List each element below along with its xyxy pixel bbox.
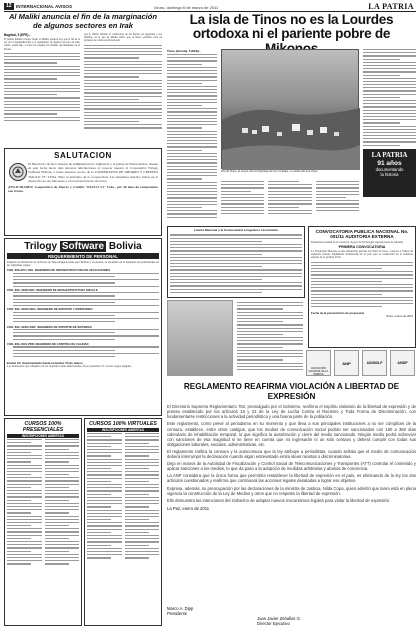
convocatoria-fecha-label: Fecha de la presentación de propuestas (311, 310, 365, 315)
sponsor-logo-andp: ANDP (390, 350, 415, 376)
small-ads-middle (167, 300, 305, 378)
cursos-presenciales-subtitle: INSCRIPCIONES ABIERTAS (7, 434, 79, 438)
trilogy-section-title: COD. ING. SERV-SEG: INGENIERO DE SOPORTE Y MONITOREO (7, 307, 93, 312)
small-ad-lottery (167, 226, 305, 298)
reglamento-paragraph: La ANP considera que la única forma que permitiría restablecer la libertad de expresión en el país, es eliminando de la ley los dos artículos cuestionados y reafirma que continuará las acciones legales desatadas a lograr ese objetivo. (167, 473, 416, 484)
salutacion-title: SALUTACION (54, 151, 112, 160)
convocatoria-fecha: Oruro, marzo de 2011 (385, 314, 413, 319)
trilogy-intro: Empresa de Desarrollo de Software de Telecomunicaciones para Bolivia y el exterior, se encuentra en la búsqueda de profesionales en los siguientes cargos: (7, 261, 159, 268)
tinos-photo (221, 49, 359, 169)
salutacion-closing: ¡FELICIDADES! Cooperativa de Ahorro y Crédito "PAULO VI" Ltda., por 48 años de compromiso con Oruro. (8, 185, 158, 194)
promo-line3: la historia (380, 172, 399, 177)
page-dateline: Oruro, domingo 6 de marzo de 2011 (154, 4, 219, 10)
salutacion-ad (4, 148, 162, 236)
reglamento-paragraph: Deja en manos de la Autoridad de Fiscalización y Control Social de Telecomunicaciones y Transportes (ATT) controlar el contenido y aplicar sanciones a los medios, lo que da paso a la adopción de medidas arbitrarias y abusos de conciencia. (167, 461, 416, 472)
advert-photo (167, 300, 233, 376)
sponsor-logo-prensa: ANP (334, 350, 359, 376)
convocatoria-body: La Fundación Morales es una institución privada sin fines de lucro, convoca a firmas de auditoría externa legalmente establecidas en el país para la realización de la auditoría externa de la gestión 2010. (311, 250, 413, 260)
signer-2 (257, 616, 301, 626)
right-article-headline: La isla de Tinos no es la Lourdes ortodoxa ni el pariente pobre de (189, 12, 394, 42)
right-article (167, 13, 416, 223)
trilogy-brand-right: Bolivia (108, 241, 142, 252)
trilogy-brand-box: Software (61, 241, 105, 252)
reglamento-paragraph: Ello demuestra las intenciones del Gobierno de adoptar nuevos mecanismos legales para violar la libertad de expresión. (167, 497, 391, 503)
trilogy-brand-left: Trilogy (24, 241, 58, 252)
trilogy-brand (7, 241, 159, 252)
reglamento-statement (167, 382, 416, 626)
trilogy-section-title: COD. ING. SERV-ING: INGENIERO DE INFRAESTRUCTURA ORACLE (7, 287, 98, 292)
page-number: 12 (6, 3, 12, 9)
reglamento-title: REGLAMENTO REAFIRMA VIOLACIÓN A LIBERTAD DE EXPRESIÓN (183, 382, 400, 401)
cursos-presenciales-title: CURSOS 100% PRESENCIALES (22, 421, 64, 433)
cursos-virtuales-subtitle: INSCRIPCIONES ABIERTAS (87, 428, 159, 432)
trilogy-section-title: COD. INS.APLI: ING. INGENIERO DE INFRAESTRUCTURA DE APLICACIONES (7, 268, 111, 273)
left-article-body-col2: Asi lo afirmó durante la conferencia de las fuerzas de seguridad y sus familias, en la que Al Maliki indicó que el nuevo gobierno será un gobierno de colaboración nacional. (84, 33, 162, 43)
left-article-dateline: Bagdad, 5 (EFE).- (4, 33, 31, 37)
left-article-text-lines (4, 53, 80, 129)
convocatoria-title: CONVOCATORIA PUBLICA NACIONAL No. 001/11 AUDITORIA EXTERNA (315, 229, 409, 240)
convocatoria-org: Fundación Gestión de la Gerencia, Apoyo de Tecnología Agropecuaria de Morales (311, 240, 404, 244)
section-label: INTERNACIONAL AVISOS (16, 4, 73, 9)
reglamento-place-date: La Paz, enero de 2011 (167, 505, 210, 511)
promo-line2: documentando (375, 167, 404, 172)
trilogy-ad (4, 238, 162, 416)
cursos-presenciales-ad (4, 418, 82, 626)
signer-1-role: Presidente (167, 611, 188, 616)
trilogy-sections (7, 269, 159, 360)
signer-2-name: Juan Javier Zeballos G. (257, 616, 301, 621)
trilogy-contact: Los interesados que cumplan con los requisitos antes mencionados, favor presentar CV con los cargos elegidos. (7, 365, 132, 369)
reglamento-paragraph: El Directorio Supremo Reglamentario 762, promulgado por el Gobierno, reafirma el espíritu violatorio de la libertad de expresión y de prensa establecido por los artículos 16 y 23 de la Ley de Lucha Contra el Racismo y Toda Forma de Discriminación, con fundamentarse restricciones a la actividad periodística y una buena parte de la población. (167, 404, 416, 420)
photo-caption: Isla de Tinos, la mayor del archipiélago de las Cícladas, en medio del mar Egeo. (221, 169, 319, 173)
signer-1-name: Marco A. Dipp (167, 606, 194, 611)
sponsor-logo-anp: ASOCIACIÓN NACIONAL DE LA PRENSA (306, 350, 331, 376)
left-article-body: El primer ministro iraquí, Nouri al Maliki, anunció hoy que el fin de la era de la marginalización y el aislamiento de algunos sectores en Irak, dando, según dijo, a todos los iraquíes las mismas oportunidades en el Estado. (4, 38, 80, 51)
convocatoria-primera: PRIMERA CONVOCATORIA (338, 245, 386, 250)
promo-title: LA PATRIA (371, 152, 408, 159)
trilogy-subtitle: REQUERIMIENTO DE PERSONAL (7, 253, 159, 259)
promo-line1: 91 años (377, 160, 402, 167)
salutacion-body: El Directorio de las Consejos de Administración, Vigilancia y la planta de Funcionarios, desean en esta fecha hacer más sinceras felicitaciones al conocer nuestra al Cooperativa Trilogy Software Bolivia, a todos nuestros socios de la COOPERATIVA DE AHORRO Y CREDITO "PAULO VI" LTDA. Bajo el principio de la cooperación. Les deseamos muchos éxitos en el desarrollo de sus funciones y en la prestación de servicios. (28, 162, 158, 183)
right-article-dateline: Tinos (Grecia), 5 (EFE).- (167, 49, 201, 53)
small-ad-title: Lotería Nacional y la Convocatoria a Ingeniero Licenciados (193, 228, 279, 232)
trilogy-send-title: Enviar CV documentado hasta el martes 15 de marzo (7, 361, 83, 366)
cooperative-seal (9, 163, 27, 181)
cursos-virtuales-ad (84, 418, 162, 626)
newspaper-logo: LA PATRIA (368, 2, 414, 11)
cursos-virtuales-title: CURSOS 100% VIRTUALES (89, 421, 157, 427)
sponsor-logo-row (306, 350, 416, 378)
left-article (4, 13, 162, 145)
signer-1 (167, 606, 193, 616)
trilogy-section-title: COD. ING. SERV-SSD: INGENIERO DE SOPORTE DE SISTEMAS (7, 324, 92, 329)
reglamento-paragraph: El reglamento ratifica la censura y la autocensura que la ley atribuye a periodistas, cuando señala que el medio de comunicación deberá interrumpir la declaración cuando algún entrevistado emita ideas racistas o discriminatorias. (167, 448, 416, 460)
reglamento-paragraph: Este reglamento, como prevé al periodismo en su momento y que lleva a sus principales instituciones a no ser cómplices de la censura, establece, entre otros castigos, que los medios de comunicación social podrán ser sancionados con 150 a 360 días calendario de inhabilitación temporal, lo que significa la autorización y cierre del medio sancionado. Ningún medio podrá sobrevivir con sanciones de esa magnitud si se tiene en cuenta que no ingresarán ni un solo centavo y deberá cumplir con todas sus obligaciones laborales, sociales, administrativas, etc. (167, 421, 416, 447)
trilogy-section-title: COD. ING. DES-PRD: INGENIERO DE CONTROL DE CALIDAD (7, 342, 89, 347)
left-article-headline: Al Maliki anuncia el fin de la marginación de algunos sectores en Irak (8, 12, 158, 30)
signer-2-role: Director Ejecutivo (257, 621, 290, 626)
sponsor-logo-asobolp: ASOBOLP (362, 350, 387, 376)
reglamento-paragraph: Expresa, además, su preocupación por las declaraciones de la ministra de Justicia, Nilda Copa, quien advirtió que tarea está en plena vigencia la construcción de la Ley de Medios y otros que no respeten la libertad de expresión. (167, 485, 416, 496)
la-patria-promo (363, 149, 416, 197)
